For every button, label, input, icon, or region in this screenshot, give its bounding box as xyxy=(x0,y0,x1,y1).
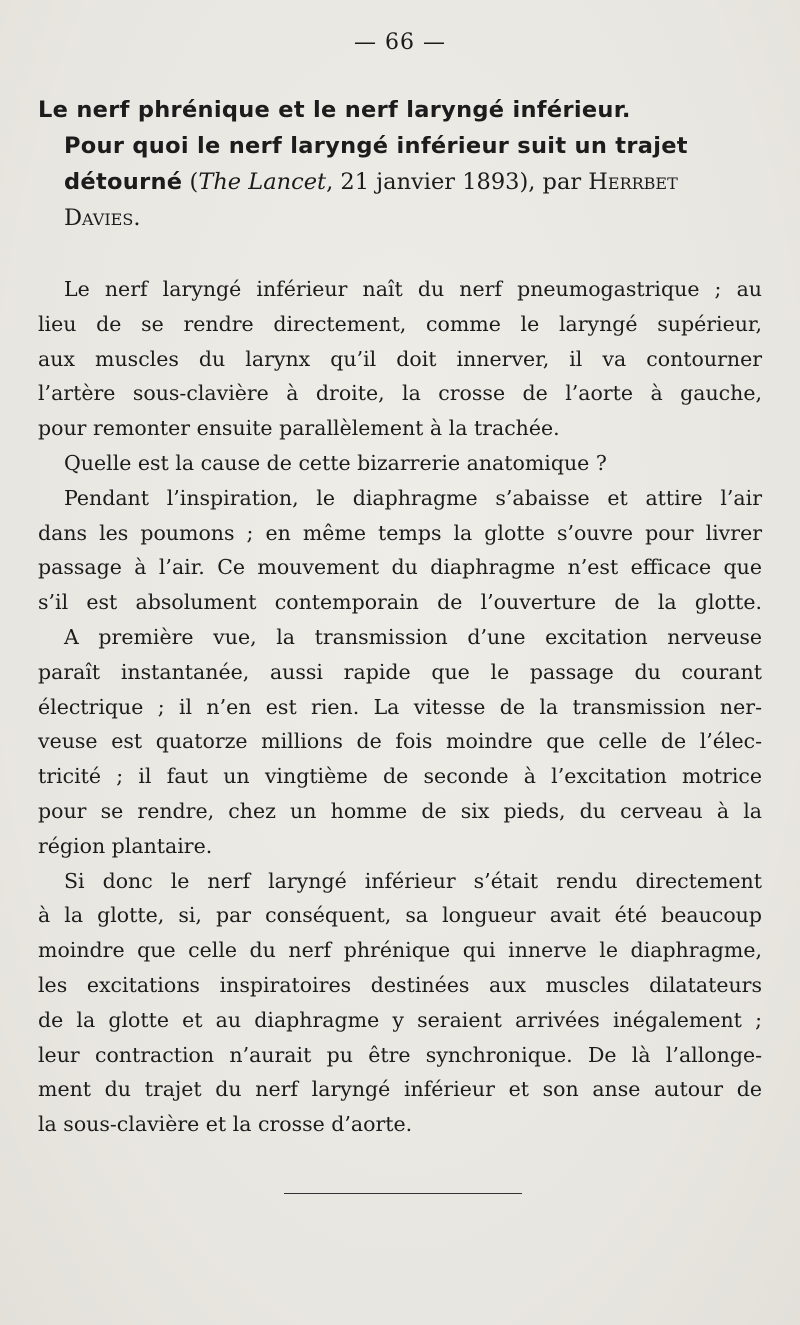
text-line: lieu de se rendre directement, comme le laryngé supérieur, xyxy=(38,311,762,336)
text-line: leur contraction n’aurait pu être synchronique. De là l’allonge- xyxy=(38,1042,762,1067)
text-line: Pendant l’inspiration, le diaphragme s’abaisse et attire l’air xyxy=(64,485,762,510)
text-line: Le nerf laryngé inférieur naît du nerf pneumogastrique ; au xyxy=(64,277,762,301)
text-line: A première vue, la transmission d’une excitation nerveuse xyxy=(64,624,762,649)
page-number: — 66 — xyxy=(354,30,446,55)
text-line: à la glotte, si, par conséquent, sa longueur avait été beaucoup xyxy=(38,903,762,928)
text-line: s’il est absolument contemporain de l’ouverture de la glotte. xyxy=(38,590,762,615)
text-line: tricité ; il faut un vingtième de seconde à l’excitation motrice xyxy=(38,764,762,789)
author-name: Herrbet xyxy=(588,169,678,195)
text-line: les excitations inspiratoires destinées aux muscles dilatateurs xyxy=(38,972,762,997)
heading-text: , 21 janvier 1893), par xyxy=(326,169,589,195)
text-line: électrique ; il n’en est rien. La vitesse de la transmission ner- xyxy=(38,694,762,719)
heading-line xyxy=(38,92,764,128)
text-line: ment du trajet du nerf laryngé inférieur et son anse autour de xyxy=(38,1077,762,1102)
heading-title-part: Pour quoi le nerf laryngé inférieur suit un trajet xyxy=(64,133,688,159)
text-line: dans les poumons ; en même temps la glotte s’ouvre pour livrer xyxy=(38,520,762,545)
heading-line xyxy=(38,164,764,200)
text-line: de la glotte et au diaphragme y seraient arrivées inégalement ; xyxy=(38,1007,762,1032)
text-line: passage à l’air. Ce mouvement du diaphragme n’est efficace que xyxy=(38,555,762,580)
article-body xyxy=(38,272,762,1142)
heading-text: ( xyxy=(182,169,199,195)
text-line: moindre que celle du nerf phrénique qui innerve le diaphragme, xyxy=(38,938,762,963)
article-heading xyxy=(38,92,764,236)
heading-title-part: Le nerf phrénique et le nerf laryngé inférieur. xyxy=(38,97,631,123)
heading-line xyxy=(38,128,764,164)
text-line: Si donc le nerf laryngé inférieur s’était rendu directement xyxy=(64,868,762,893)
text-line: aux muscles du larynx qu’il doit innerver, il va contourner xyxy=(38,346,762,371)
text-line: l’artère sous-clavière à droite, la crosse de l’aorte à gauche, xyxy=(38,381,762,406)
heading-title-part: détourné xyxy=(64,169,183,195)
text-line: la sous-clavière et la crosse d’aorte. xyxy=(38,1112,413,1137)
text-line: région plantaire. xyxy=(38,833,213,858)
text-line: pour remonter ensuite parallèlement à la trachée. xyxy=(38,416,560,441)
text-line: veuse est quatorze millions de fois moindre que celle de l’élec- xyxy=(38,729,762,754)
text-line: paraît instantanée, aussi rapide que le passage du courant xyxy=(38,659,762,684)
text-line: Quelle est la cause de cette bizarrerie anatomique ? xyxy=(64,450,607,475)
author-name-continued: Davies. xyxy=(64,205,141,231)
journal-name: The Lancet xyxy=(198,169,327,195)
section-divider xyxy=(284,1193,522,1194)
text-line: pour se rendre, chez un homme de six pieds, du cerveau à la xyxy=(38,798,762,823)
